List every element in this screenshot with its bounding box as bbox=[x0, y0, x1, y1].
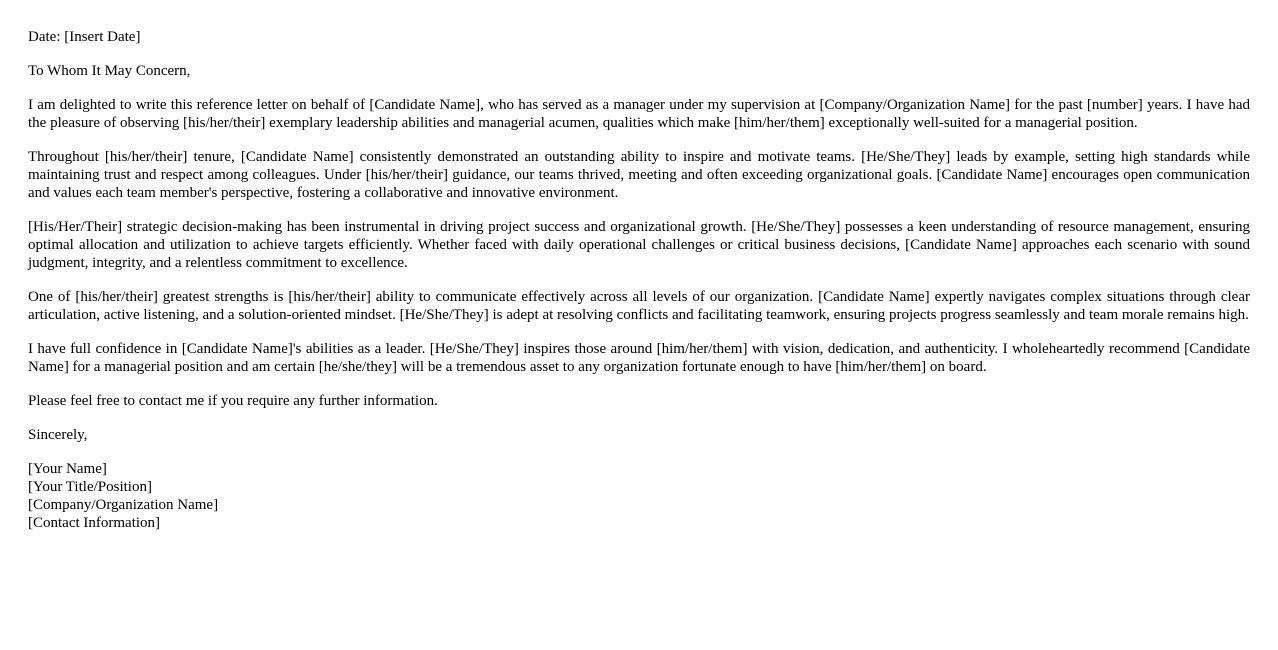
signature-company: [Company/Organization Name] bbox=[28, 497, 219, 513]
letter-paragraph-recommendation: I have full confidence in [Candidate Name]'s abilities as a leader. [He/She/They] inspires those around [him/her/them] with vision, dedication, and authenticity. I wholeheartedly recommend [Candidate Name] for a managerial position and am certain [he/she/they] will be a tremendous asset to any organization fortunate enough to have [him/her/them] on board. bbox=[28, 341, 1250, 375]
letter-closing: Sincerely, bbox=[28, 427, 88, 443]
reference-letter bbox=[28, 28, 1250, 548]
signature-block bbox=[28, 460, 1250, 532]
letter-paragraph-intro: I am delighted to write this reference letter on behalf of [Candidate Name], who has served as a manager under my supervision at [Company/Organization Name] for the past [number] years. I have had the pleasure of observing [his/her/their] exemplary leadership abilities and managerial acumen, qualities which make [him/her/them] exceptionally well-suited for a managerial position. bbox=[28, 97, 1250, 131]
signature-contact: [Contact Information] bbox=[28, 515, 161, 531]
signature-title: [Your Title/Position] bbox=[28, 479, 152, 495]
letter-salutation: To Whom It May Concern, bbox=[28, 63, 191, 79]
signature-name: [Your Name] bbox=[28, 461, 107, 477]
letter-paragraph-contact: Please feel free to contact me if you require any further information. bbox=[28, 393, 438, 409]
letter-paragraph-communication: One of [his/her/their] greatest strengths is [his/her/their] ability to communicate effectively across all levels of our organization. [Candidate Name] expertly navigates complex situations through clear articulation, active listening, and a solution-oriented mindset. [He/She/They] is adept at resolving conflicts and facilitating teamwork, ensuring projects progress seamlessly and team morale remains high. bbox=[28, 289, 1250, 323]
letter-date: Date: [Insert Date] bbox=[28, 29, 141, 45]
letter-paragraph-strategy: [His/Her/Their] strategic decision-making has been instrumental in driving project success and organizational growth. [He/She/They] possesses a keen understanding of resource management, ensuring optimal allocation and utilization to achieve targets efficiently. Whether faced with daily operational challenges or critical business decisions, [Candidate Name] approaches each scenario with sound judgment, integrity, and a relentless commitment to excellence. bbox=[28, 219, 1250, 271]
letter-paragraph-leadership: Throughout [his/her/their] tenure, [Candidate Name] consistently demonstrated an outstanding ability to inspire and motivate teams. [He/She/They] leads by example, setting high standards while maintaining trust and respect among colleagues. Under [his/her/their] guidance, our teams thrived, meeting and often exceeding organizational goals. [Candidate Name] encourages open communication and values each team member's perspective, fostering a collaborative and innovative environment. bbox=[28, 149, 1250, 201]
